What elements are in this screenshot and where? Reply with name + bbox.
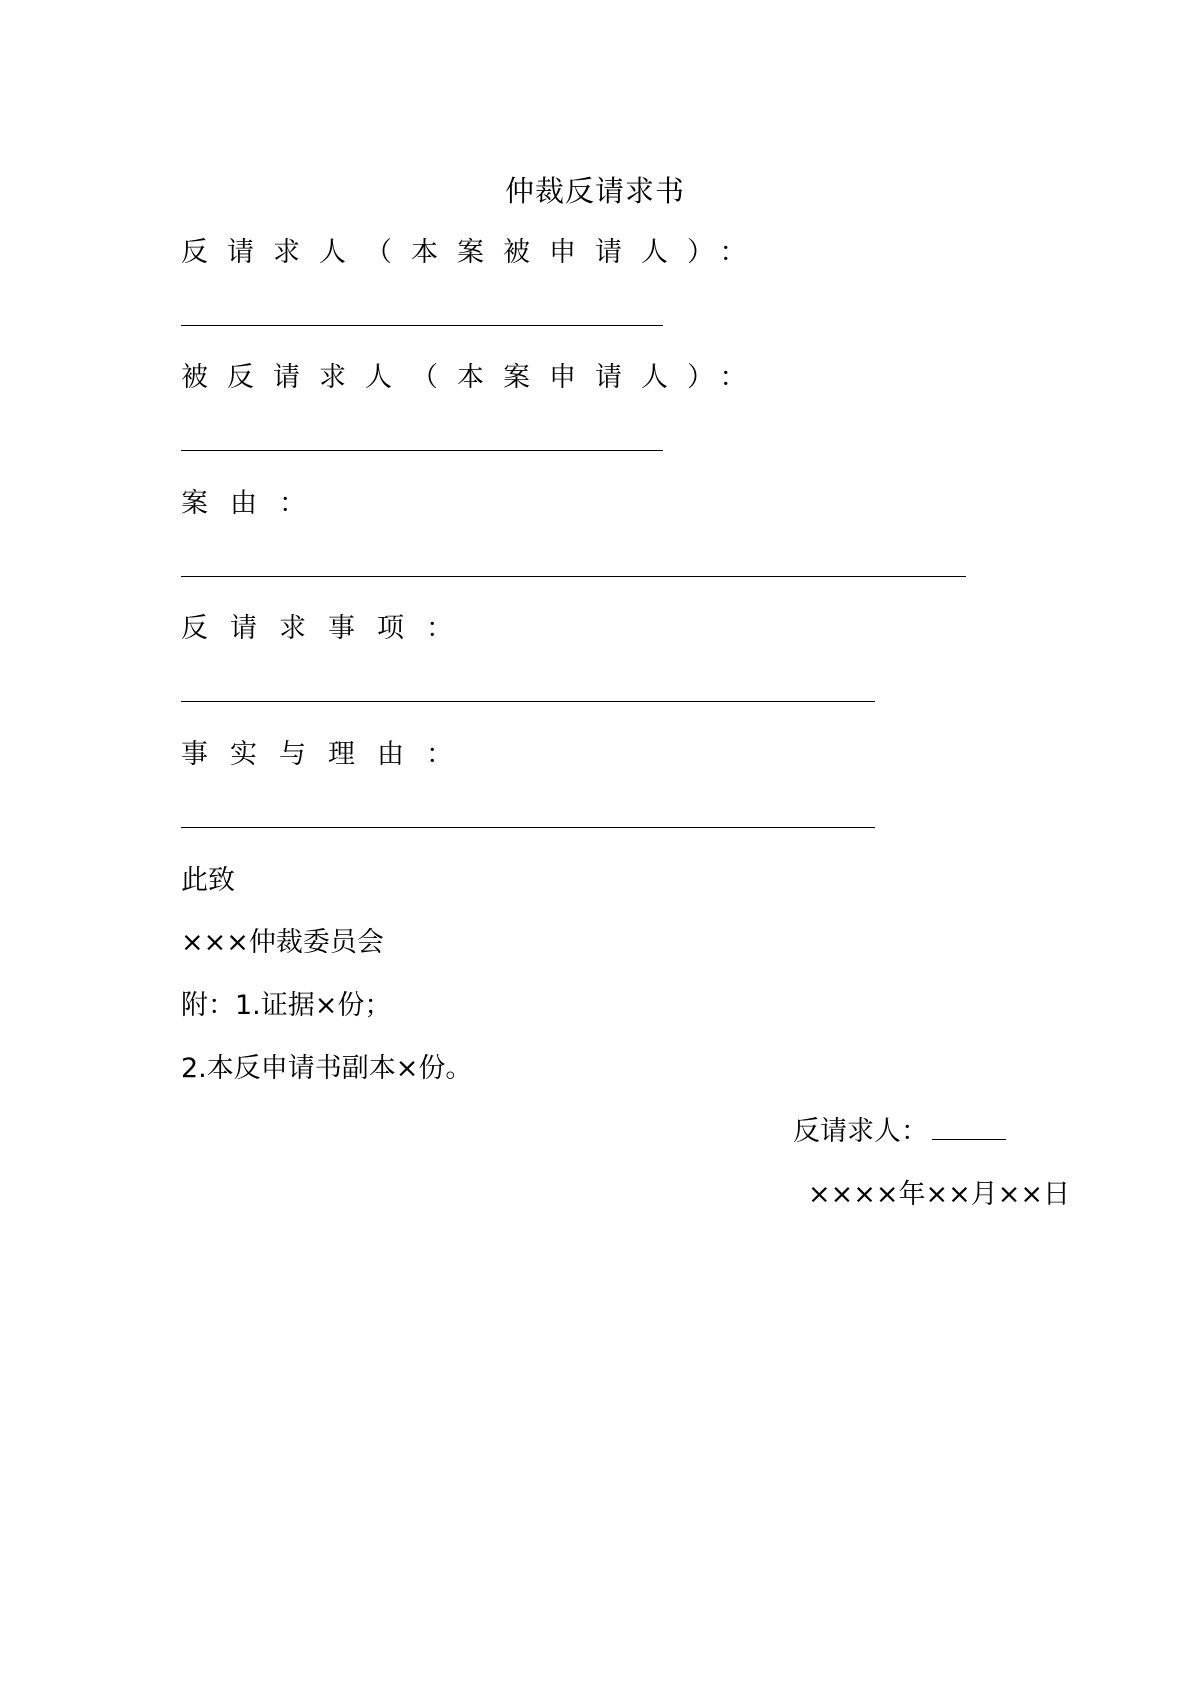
signature-blank	[932, 1113, 1006, 1140]
counter-claimant-blank-line	[181, 325, 663, 326]
claims-label: 反请求事项：	[181, 613, 475, 644]
signature-label: 反请求人：	[793, 1116, 928, 1147]
salutation: 此致	[181, 865, 235, 896]
cause-label: 案由：	[181, 488, 328, 519]
claims-blank-line	[181, 701, 875, 702]
facts-label: 事实与理由：	[181, 739, 475, 770]
cause-blank-line	[181, 576, 966, 577]
attachment-1: 附：1.证据×份；	[181, 990, 392, 1021]
attachment-2: 2.本反申请书副本×份。	[181, 1053, 473, 1084]
respondent-label: 被反请求人（本案申请人）：	[181, 362, 766, 393]
respondent-blank-line	[181, 450, 663, 451]
facts-blank-line	[181, 827, 875, 828]
date: ××××年××月××日	[808, 1179, 1070, 1210]
document-title: 仲裁反请求书	[504, 174, 685, 208]
recipient: ×××仲裁委员会	[181, 927, 384, 958]
signature-line	[793, 1112, 1006, 1152]
counter-claimant-label: 反请求人（本案被申请人）：	[181, 237, 766, 268]
